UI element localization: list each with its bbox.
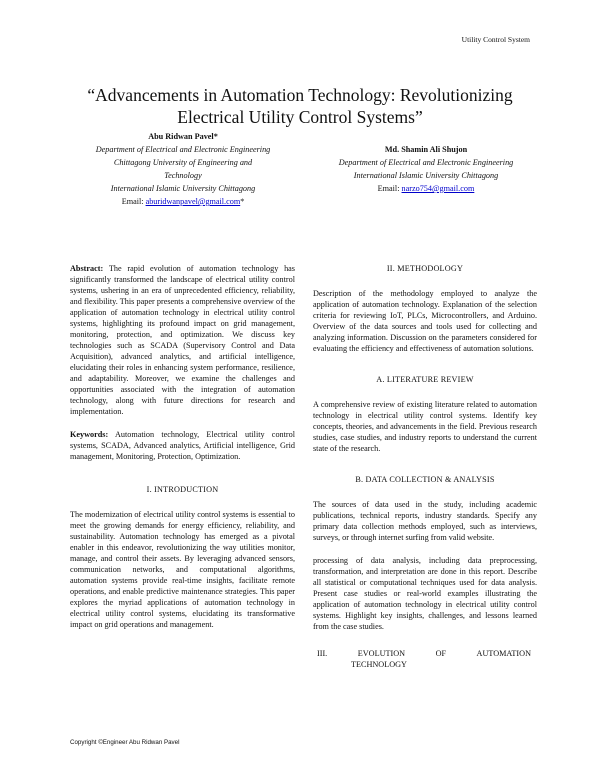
data-collection-text-1: The sources of data used in the study, including academic publications, technical reports, industry standards. Specify any primary data collection methods employed, such as interviews, surveys, or through internet surfing from valid website. bbox=[313, 500, 537, 542]
abstract-paragraph bbox=[70, 263, 295, 417]
author-block-2 bbox=[313, 143, 539, 195]
intro-heading: I. INTRODUCTION bbox=[146, 485, 219, 494]
keywords-label: Keywords: bbox=[70, 430, 109, 439]
author-1-name: Abu Ridwan Pavel* bbox=[148, 132, 218, 141]
evolution-heading-line-2: TECHNOLOGY bbox=[351, 660, 407, 669]
left-column bbox=[70, 263, 295, 630]
evolution-word-1: EVOLUTION bbox=[357, 649, 406, 658]
author-1-email-mark: * bbox=[240, 197, 245, 206]
author-2-email-label: Email: bbox=[377, 184, 400, 193]
paper-title bbox=[60, 84, 540, 128]
title-line-2: Electrical Utility Control Systems” bbox=[177, 107, 423, 127]
author-2-dept: Department of Electrical and Electronic Engineering bbox=[338, 158, 514, 167]
running-head: Utility Control System bbox=[461, 35, 530, 44]
evolution-numeral: III. bbox=[317, 649, 328, 658]
author-1-email-label: Email: bbox=[121, 197, 144, 206]
author-1-affiliation: International Islamic University Chittagong bbox=[110, 184, 256, 193]
author-1-email-link[interactable]: aburidwanpavel@gmail.com bbox=[145, 197, 241, 206]
methodology-heading: II. METHODOLOGY bbox=[386, 264, 464, 273]
keywords-text: Automation technology, Electrical utility control systems, SCADA, Advanced analytics, Artificial intelligence, Grid management, Monitoring, Protection, Optimization. bbox=[70, 430, 295, 461]
copyright-footer: Copyright ©Engineer Abu Ridwan Pavel bbox=[70, 739, 180, 746]
author-1-dept: Department of Electrical and Electronic Engineering bbox=[95, 145, 271, 154]
author-2-email-link[interactable]: narzo754@gmail.com bbox=[401, 184, 475, 193]
author-block-1 bbox=[70, 130, 296, 208]
right-column bbox=[313, 263, 537, 670]
evolution-word-3: AUTOMATION bbox=[476, 649, 531, 658]
literature-review-heading: A. LITERATURE REVIEW bbox=[376, 375, 474, 384]
author-1-email-line bbox=[70, 195, 296, 208]
intro-text: The modernization of electrical utility control systems is essential to meet the growing demands for energy efficiency, reliability, and sustainability. Automation technology has emerged as a pivotal enabler in this endeavor, revolutionizing the way utilities monitor, manage, and control their assets. By leveraging advanced sensors, communication networks, and computational algorithms, automation systems provide real-time insights, facilitate remote operations, and enable predictive maintenance strategies. This paper explores the myriad applications of automation technology in electrical utility control systems, elucidating its transformative impact on grid operations and management. bbox=[70, 510, 295, 629]
keywords-paragraph bbox=[70, 429, 295, 462]
methodology-text: Description of the methodology employed to analyze the application of automation technology. Explanation of the selection criteria for reviewing IoT, PLCs, Microcontrollers, and Arduino. Overview of the data sources and tools used for collecting and analyzing information. Discussion on the parameters considered for evaluating the efficiency and effectiveness of automation solutions. bbox=[313, 289, 537, 353]
abstract-label: Abstract: bbox=[70, 264, 104, 273]
author-1-university: Chittagong University of Engineering and bbox=[113, 158, 253, 167]
author-2-affiliation: International Islamic University Chittagong bbox=[353, 171, 499, 180]
data-collection-text-2: processing of data analysis, including data preprocessing, transformation, and interpretation are done in this report. Describe all statistical or computational techniques used for data analysis. Present case studies or real-world examples illustrating the application of automation technology in electrical utility control systems. Highlight key insights, challenges, and lessons learned from the case studies. bbox=[313, 556, 537, 631]
abstract-text: The rapid evolution of automation technology has significantly transformed the landscape of electrical utility control systems, ushering in an era of unprecedented efficiency, reliability, and flexibility. This paper presents a comprehensive overview of the application of automation technology in electrical utility control systems, highlighting its profound impact on grid management, monitoring, protection, and optimization. We discuss key technologies such as SCADA (Supervisory Control and Data Acquisition), advanced analytics, and artificial intelligence, elucidating their roles in enhancing system performance, resilience, and adaptability. Moreover, we examine the challenges and opportunities associated with the integration of automation technology, along with future directions for research and implementation. bbox=[70, 264, 295, 416]
evolution-heading-line-1 bbox=[313, 648, 537, 659]
author-1-university-cont: Technology bbox=[164, 171, 202, 180]
author-2-email-line bbox=[313, 182, 539, 195]
author-2-name: Md. Shamin Ali Shujon bbox=[384, 145, 468, 154]
literature-review-text: A comprehensive review of existing literature related to automation technology in electrical utility control systems. Identify key concepts, theories, and advancements in the field. Previous research studies, case studies, and industry reports to understand the current state of the research. bbox=[313, 400, 537, 453]
data-collection-heading: B. DATA COLLECTION & ANALYSIS bbox=[355, 475, 495, 484]
evolution-heading bbox=[313, 648, 537, 670]
evolution-word-2: OF bbox=[435, 649, 447, 658]
title-line-1: “Advancements in Automation Technology: Revolutionizing bbox=[87, 85, 513, 105]
